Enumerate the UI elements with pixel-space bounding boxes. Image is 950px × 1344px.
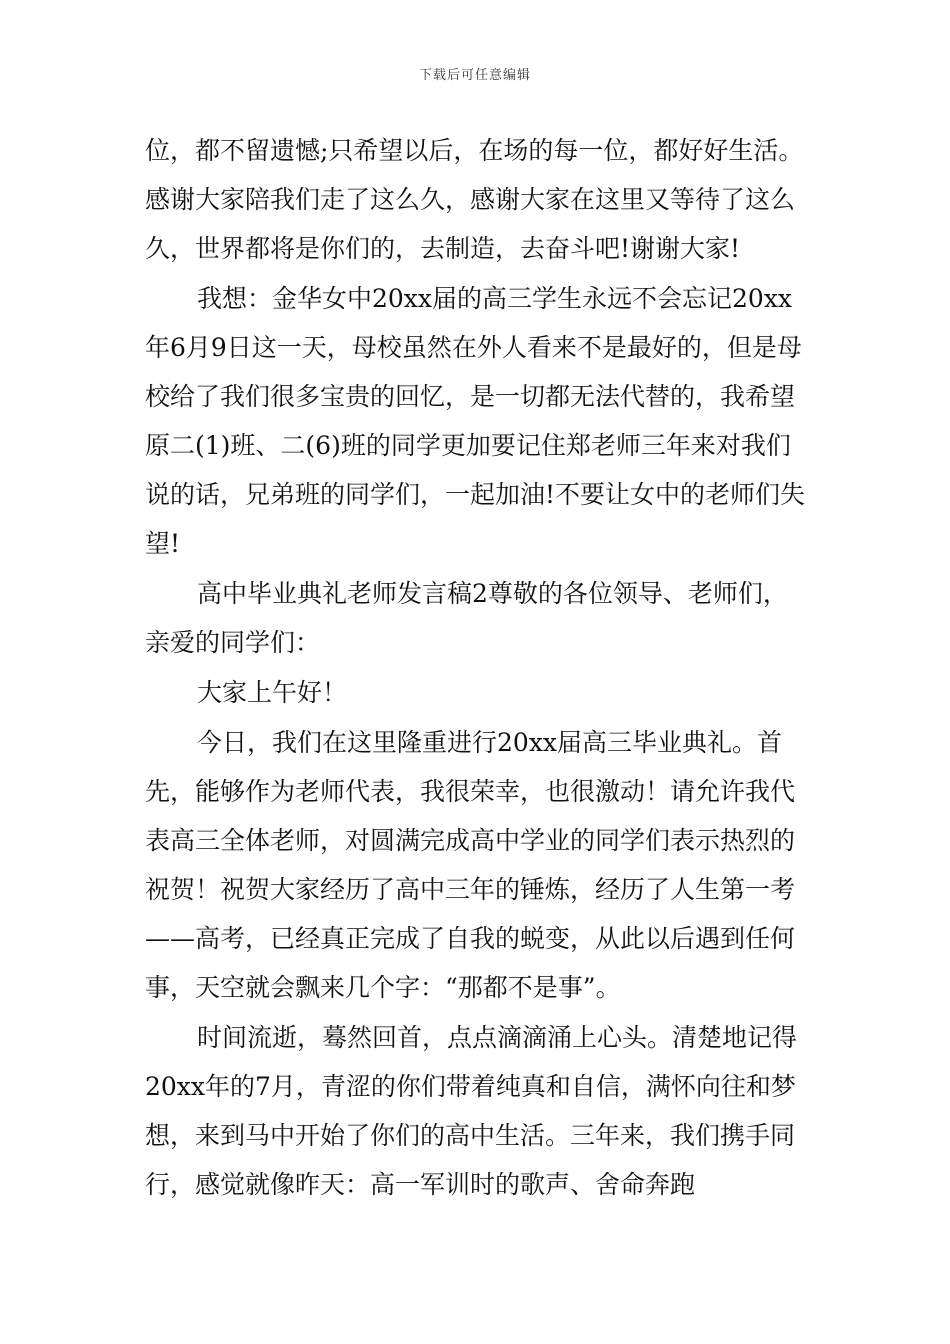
paragraph-5: 今日，我们在这里隆重进行20xx届高三毕业典礼。首先，能够作为老师代表，我很荣幸，也很激动！请允许我代表高三全体老师，对圆满完成高中学业的同学们表示热烈的祝贺！祝贺大家经历了高中三年的锤炼，经历了人生第一考——高考，已经真正完成了自我的蜕变，从此以后遇到任何事，天空就会飘来几个字：“那都不是事”。 — [145, 728, 796, 1002]
document-body — [145, 126, 810, 1210]
paragraph-6: 时间流逝，蓦然回首，点点滴滴涌上心头。清楚地记得20xx年的7月，青涩的你们带着纯真和自信，满怀向往和梦想，来到马中开始了你们的高中生活。三年来，我们携手同行，感觉就像昨天：高一军训时的歌声、舍命奔跑 — [145, 1023, 798, 1199]
paragraph-3: 高中毕业典礼老师发言稿2尊敬的各位领导、老师们，亲爱的同学们： — [145, 579, 788, 657]
page-header: 下载后可任意编辑 — [418, 68, 531, 83]
paragraph-1: 位，都不留遗憾;只希望以后，在场的每一位，都好好生活。感谢大家陪我们走了这么久，感谢大家在这里又等待了这么久，世界都将是你们的，去制造，去奋斗吧!谢谢大家! — [145, 136, 804, 263]
paragraph-2: 我想：金华女中20xx届的高三学生永远不会忘记20xx年6月9日这一天，母校虽然在外人看来不是最好的，但是母校给了我们很多宝贵的回忆，是一切都无法代替的，我希望原二(1)班、二(6)班的同学更加要记住郑老师三年来对我们说的话，兄弟班的同学们，一起加油!不要让女中的老师们失望! — [145, 284, 806, 558]
paragraph-4: 大家上午好！ — [197, 678, 348, 707]
